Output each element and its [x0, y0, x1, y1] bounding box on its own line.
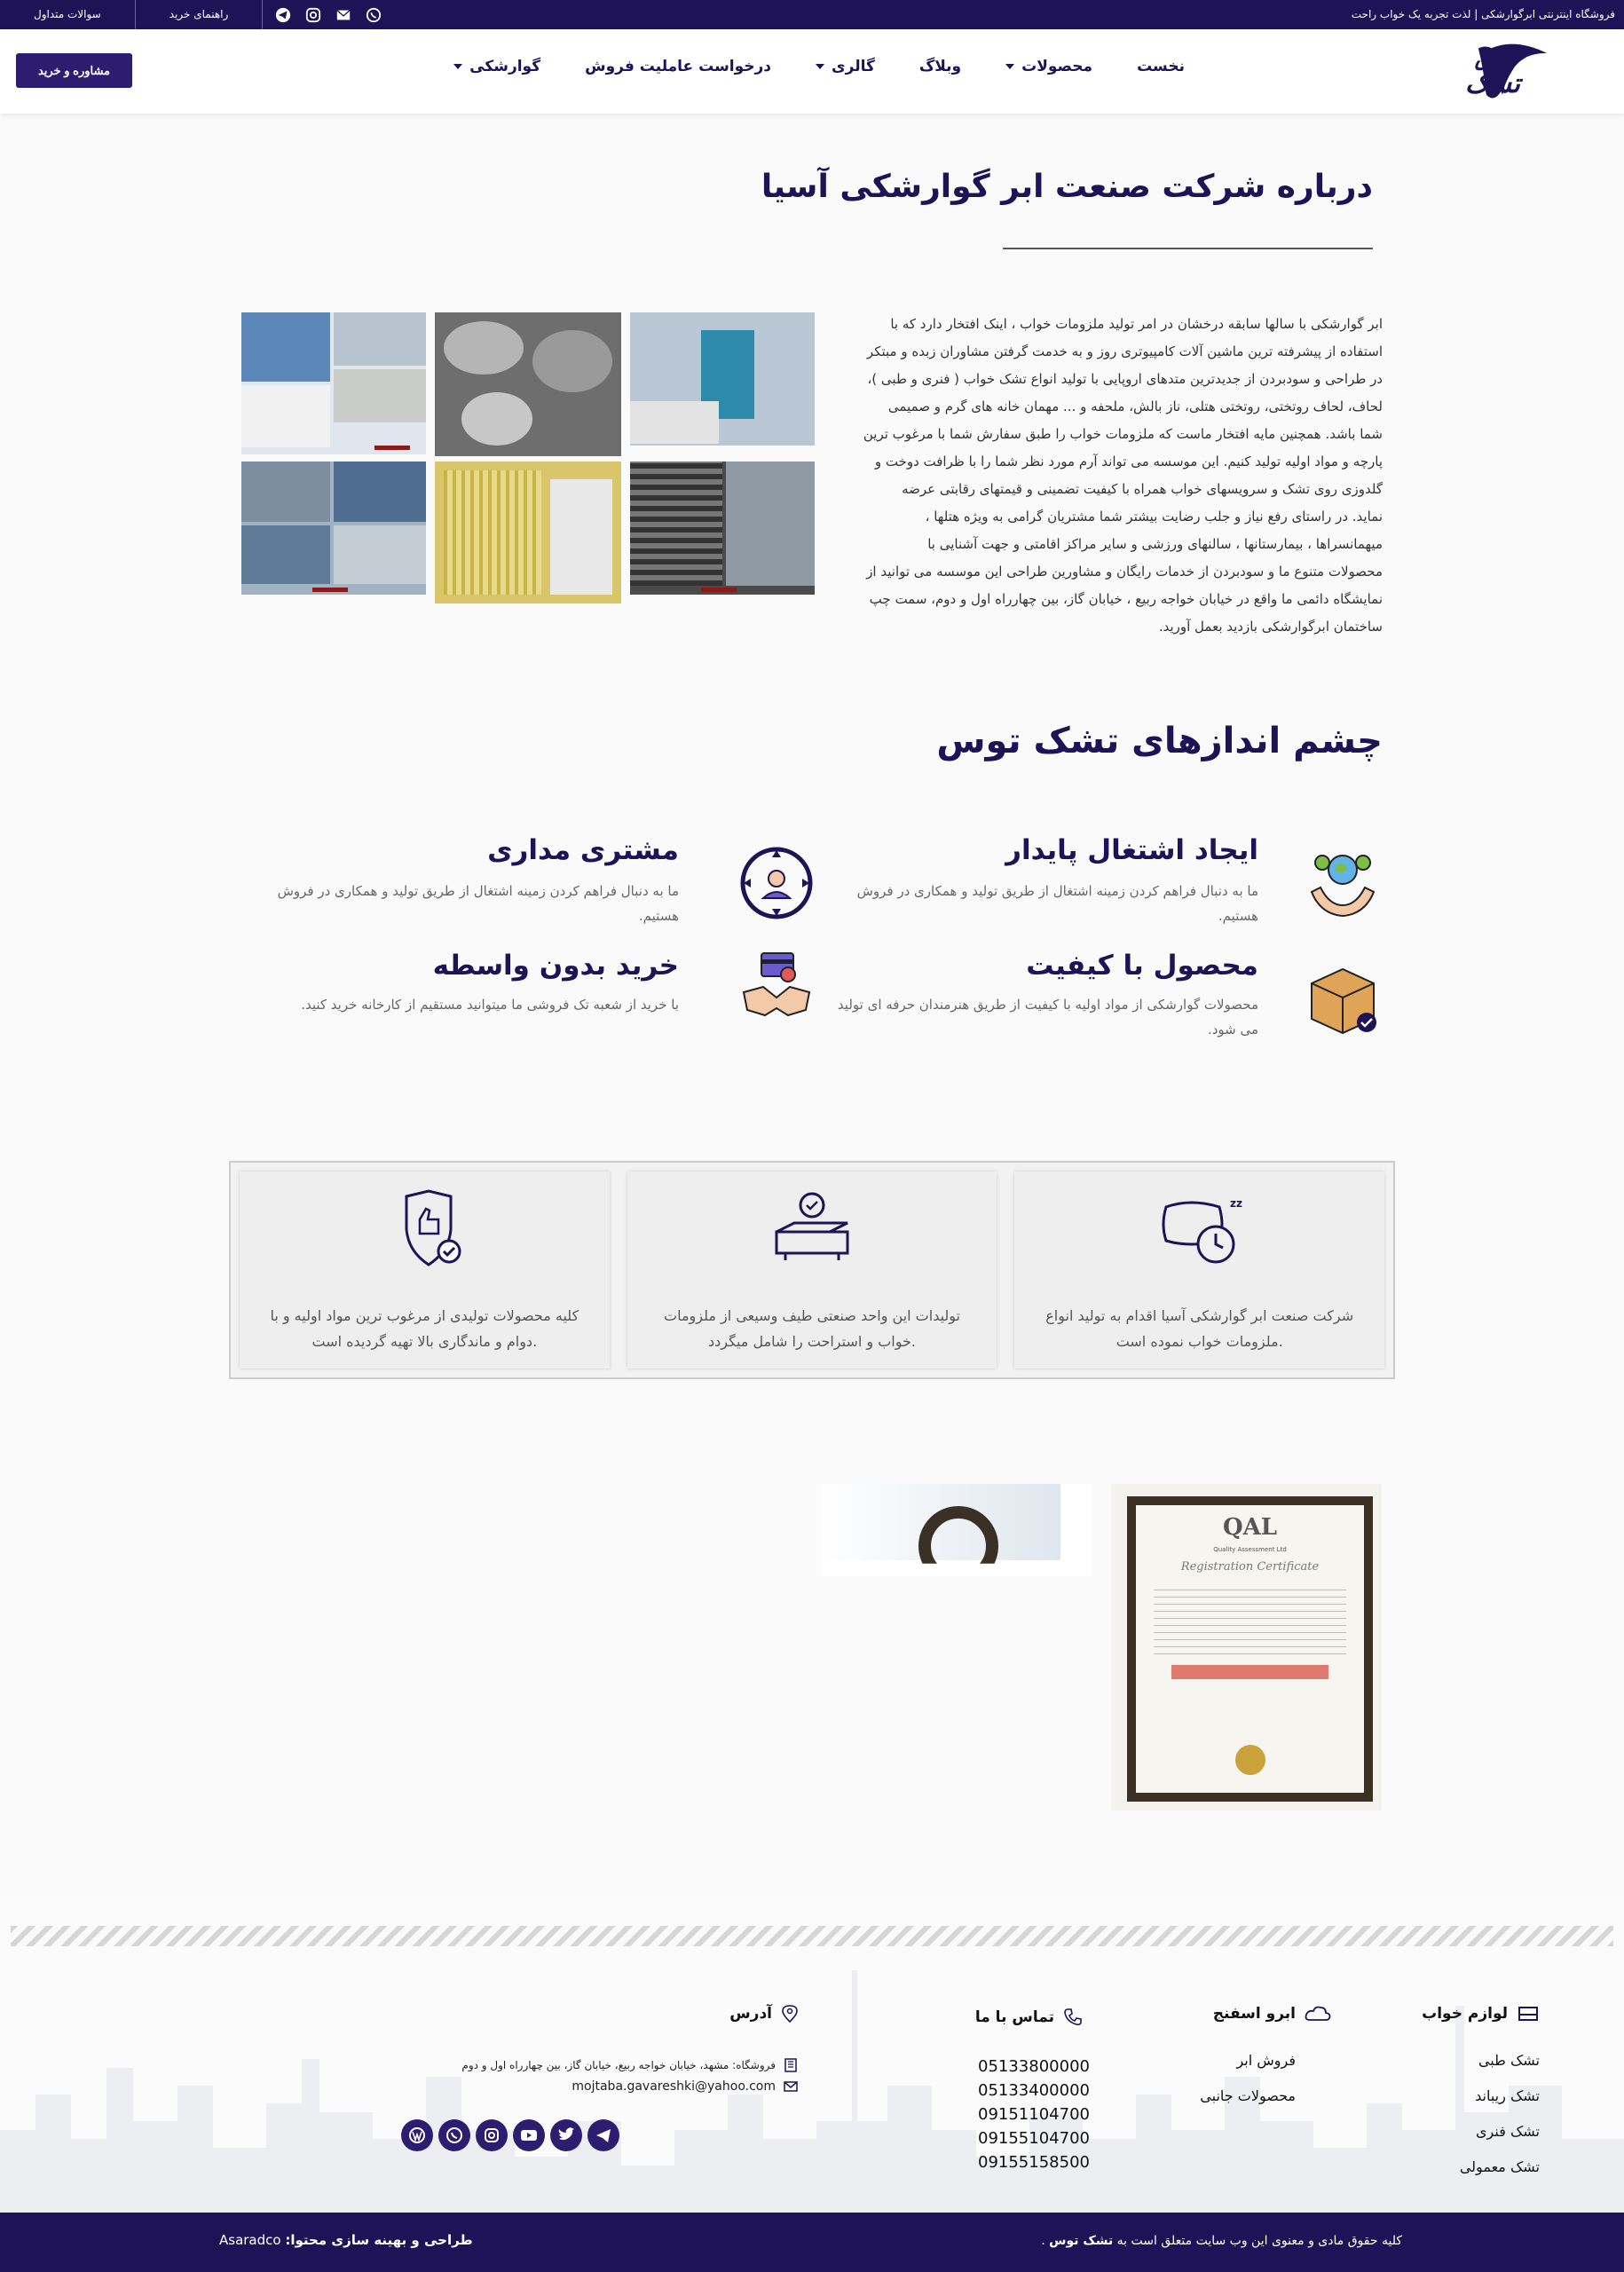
- phone-icon: [1063, 2008, 1083, 2027]
- card-company-intro: [1014, 1172, 1384, 1369]
- card-text: تولیدات این واحد صنعتی طیف وسیعی از ملزومات خواب و استراحت را شامل میگردد.: [664, 1307, 961, 1350]
- shield-thumb-icon: [380, 1189, 469, 1269]
- nav-products[interactable]: [1005, 58, 1092, 75]
- nav-gallery-label: گالری: [832, 58, 875, 75]
- location-pin-icon: [781, 2004, 799, 2024]
- plant-hands-icon: [1303, 843, 1383, 923]
- main-header: [0, 29, 1624, 114]
- top-bar: [0, 0, 1624, 29]
- wordpress-icon[interactable]: [401, 2119, 433, 2151]
- copyright-prefix: کلیه حقوق مادی و معنوی این وب سایت متعلق است به: [1113, 2234, 1402, 2248]
- footer-heading-address: [729, 2004, 799, 2024]
- designer-credit: [219, 2232, 473, 2248]
- footer-heading-foam: [1213, 2004, 1331, 2024]
- quality-box-icon: [1303, 958, 1383, 1038]
- nav-gallery[interactable]: [816, 58, 875, 75]
- about-line: ابر گوارشکی با سالها سابقه درخشان در امر تولید ملزومات خواب ، اینک افتخار دارد که با: [890, 316, 1383, 332]
- mail-icon: [783, 2079, 799, 2094]
- bed-icon: [1517, 2004, 1540, 2024]
- handshake-card-icon: [737, 948, 816, 1028]
- about-line: پارچه و مواد اولیه تولید کنیم. این موسسه می تواند آرم مورد نظر شما را با ظرافت دوخت و: [874, 454, 1383, 469]
- card-text: شرکت صنعت ابر گوارشکی آسیا اقدام به تولید انواع ملزومات خواب نموده است.: [1045, 1307, 1354, 1350]
- topbar-links: [0, 0, 382, 29]
- footer-heading-label: ابرو اسفنج: [1212, 2005, 1296, 2023]
- footer-link-spring-mattress[interactable]: تشک فنری: [1476, 2123, 1540, 2140]
- main-nav: [453, 58, 1185, 75]
- about-line: نمایشگاه دائمی ما واقع در خیابان خواجه ربیع ، خیابان گاز، بین چهارراه اول و دوم، سمت چپ: [869, 591, 1383, 607]
- footer-heading-contact: [975, 2008, 1083, 2027]
- card-text: کلیه محصولات تولیدی از مرغوب ترین مواد اولیه و با دوام و ماندگاری بالا تهیه گردیده است.: [270, 1307, 579, 1350]
- topbar-promo: فروشگاه اینترنتی ابرگوارشکی | لذت تجربه یک خواب راحت: [1351, 8, 1615, 20]
- footer-email[interactable]: [572, 2079, 799, 2094]
- faq-link[interactable]: سوالات متداول: [0, 0, 136, 29]
- certificate-body-lines: [1154, 1590, 1346, 1661]
- nav-home[interactable]: [1137, 58, 1185, 75]
- about-line: محصولات متنوع ما و سودبردن از خدمات رایگان و مشاورین طراحی این موسسه می توانید از: [866, 564, 1383, 580]
- nav-blog-label: وبلاگ: [918, 58, 962, 75]
- feature-text: محصولات گوارشکی از مواد اولیه با کیفیت از طریق هنرمندان حرفه ای تولید می شود.: [837, 997, 1258, 1037]
- feature-title: مشتری مداری: [487, 834, 679, 866]
- chevron-down-icon: [816, 64, 824, 69]
- nav-home-label: نخست: [1137, 58, 1185, 75]
- site-logo[interactable]: [1415, 40, 1549, 104]
- telegram-icon[interactable]: [275, 7, 291, 23]
- footer-link-regular-mattress[interactable]: تشک معمولی: [1459, 2158, 1540, 2175]
- chevron-down-icon: [1005, 64, 1014, 69]
- about-line: شما باشد. همچنین مایه افتخار ماست که ملزومات خواب را طبق سفارش شما با مرغوب ترین: [863, 426, 1383, 442]
- factory-photo-worker-fabric: [630, 312, 815, 446]
- twitter-icon[interactable]: [550, 2119, 582, 2151]
- phone-number[interactable]: 05133800000: [978, 2057, 1090, 2076]
- certificate-logo: QAL: [1222, 1514, 1278, 1541]
- whatsapp-icon[interactable]: [366, 7, 382, 23]
- instagram-icon[interactable]: [476, 2119, 508, 2151]
- certificate-subtitle: Quality Assessment Ltd: [1213, 1546, 1287, 1553]
- city-skyline-background: [0, 1952, 1624, 2213]
- factory-photo-spring-machine: [630, 462, 815, 595]
- factory-photo-yellow-cage-machine: [435, 462, 621, 604]
- feature-title: خرید بدون واسطه: [432, 950, 679, 982]
- factory-photo-workers-cotton: [241, 312, 426, 454]
- buying-guide-link[interactable]: راهنمای خرید: [136, 0, 264, 29]
- certificate-red-band: [1171, 1665, 1328, 1679]
- certificate-image: [1111, 1484, 1382, 1810]
- factory-photo-production-hall: [241, 462, 426, 595]
- about-line: استفاده از پیشرفته ترین ماشین آلات کامپیوتری روز و به خدمت گرفتن مشاوران زبده و مبتکر: [866, 343, 1383, 359]
- customer-focus-icon: [737, 843, 816, 923]
- designer-label: طراحی و بهینه سازی محتوا:: [285, 2232, 473, 2248]
- phone-number[interactable]: 09155104700: [978, 2129, 1090, 2148]
- footer-stripe-divider: [11, 1926, 1613, 1946]
- nav-agency-request[interactable]: [585, 58, 771, 75]
- card-quality-materials: [240, 1172, 610, 1369]
- feature-cards: [229, 1161, 1395, 1379]
- feature-text: با خرید از شعبه تک فروشی ما میتوانید مستقیم از کارخانه خرید کنید.: [301, 997, 679, 1013]
- card-product-range: [627, 1172, 997, 1369]
- feature-title: ایجاد اشتغال پایدار: [1005, 834, 1258, 866]
- factory-photo-machine-gears: [435, 312, 621, 456]
- youtube-icon[interactable]: [513, 2119, 545, 2151]
- certificate-seal: [1235, 1745, 1265, 1775]
- about-line: گلدوزی روی تشک و سرویسهای خواب همراه با کیفیت تضمینی و قیمتهای رقابتی عرضه: [902, 481, 1383, 497]
- footer-heading-sleep: [1422, 2004, 1540, 2024]
- footer-link-accessories[interactable]: محصولات جانبی: [1200, 2087, 1296, 2104]
- footer-heading-label: آدرس: [729, 2005, 772, 2023]
- footer-link-ribbond-mattress[interactable]: تشک ریباند: [1475, 2087, 1540, 2104]
- designer-link[interactable]: Asaradco: [219, 2232, 281, 2248]
- phone-number[interactable]: 05133400000: [978, 2081, 1090, 2100]
- consult-buy-button[interactable]: مشاوره و خرید: [16, 53, 132, 88]
- building-icon: [783, 2057, 799, 2073]
- nav-gavareshki[interactable]: [453, 58, 540, 75]
- telegram-icon[interactable]: [587, 2119, 619, 2151]
- svg-text:zz: zz: [1229, 1197, 1242, 1210]
- about-line: لحاف، لحاف روتختی، روتختی هتلی، ناز بالش، ملحفه و ... مهمان خانه های گرم و صمیمی: [887, 398, 1383, 414]
- topbar-social-icons: [263, 7, 382, 23]
- cloud-icon: [1305, 2004, 1331, 2024]
- phone-number[interactable]: 09155158500: [978, 2153, 1090, 2172]
- about-title: درباره شرکت صنعت ابر گوارشکی آسیا: [761, 169, 1373, 205]
- copyright-suffix: .: [1041, 2234, 1050, 2248]
- copyright-brand: تشک توس: [1049, 2234, 1114, 2248]
- nav-agency-label: درخواست عاملیت فروش: [585, 58, 772, 75]
- chevron-down-icon: [453, 64, 462, 69]
- footer-link-foam-sale[interactable]: فروش ابر: [1236, 2052, 1296, 2069]
- bottom-bar: [0, 2213, 1624, 2272]
- address-text: فروشگاه: مشهد، خیابان خواجه ربیع، خیابان گاز، بین چهارراه اول و دوم: [461, 2059, 776, 2071]
- email-text: mojtaba.gavareshki@yahoo.com: [572, 2079, 776, 2094]
- whatsapp-icon[interactable]: [438, 2119, 470, 2151]
- feature-text: ما به دنبال فراهم کردن زمینه اشتغال از طریق تولید و همکاری در فروش هستیم.: [856, 883, 1258, 924]
- phone-number[interactable]: 09151104700: [978, 2105, 1090, 2124]
- pillow-clock-icon: [1155, 1189, 1244, 1269]
- divider: [1003, 248, 1373, 249]
- about-line: میهمانسراها ، بیمارستانها ، سالنهای ورزشی و سایر مراکز اقامتی و جهت آشنایی با: [927, 536, 1383, 552]
- footer-heading-label: تماس با ما: [974, 2008, 1054, 2026]
- logo-text-tous: توس: [1474, 45, 1518, 70]
- footer-heading-label: لوازم خواب: [1422, 2005, 1508, 2023]
- about-line: نماید. در راستای رفع نیاز و جلب رضایت بیشتر شما مشتریان گرامی به ویژه هتلها ،: [925, 509, 1383, 525]
- about-line: در طراحی و سودبردن از جدیدترین متدهای اروپایی با تولید انواع تشک خواب ( فنری و طبی )،: [867, 371, 1383, 387]
- feature-text: ما به دنبال فراهم کردن زمینه اشتغال از طریق تولید و همکاری در فروش هستیم.: [277, 883, 679, 924]
- nav-gavareshki-label: گوارشکی: [469, 58, 541, 75]
- about-line: ساختمان ابرگوارشکی بازدید بعمل آورید.: [1158, 619, 1383, 635]
- vision-title: چشم اندازهای تشک توس: [936, 721, 1383, 761]
- footer-address: [461, 2057, 799, 2073]
- instagram-icon[interactable]: [305, 7, 321, 23]
- copyright-text: [1041, 2234, 1402, 2248]
- mattress-badge-icon: [768, 1189, 856, 1269]
- nav-blog[interactable]: [919, 58, 961, 75]
- about-text: [810, 311, 1383, 641]
- gear-shape: [918, 1506, 998, 1586]
- feature-title: محصول با کیفیت: [1026, 950, 1258, 982]
- footer-link-medical-mattress[interactable]: تشک طبی: [1478, 2052, 1540, 2069]
- certificate-frame: [1127, 1496, 1373, 1802]
- logo-text-toshak: تشک: [1465, 68, 1520, 99]
- email-icon[interactable]: [335, 7, 351, 23]
- certificate-title: Registration Certificate: [1180, 1560, 1320, 1574]
- gallery-image-machine: [821, 1484, 1092, 1576]
- nav-products-label: محصولات: [1021, 58, 1093, 75]
